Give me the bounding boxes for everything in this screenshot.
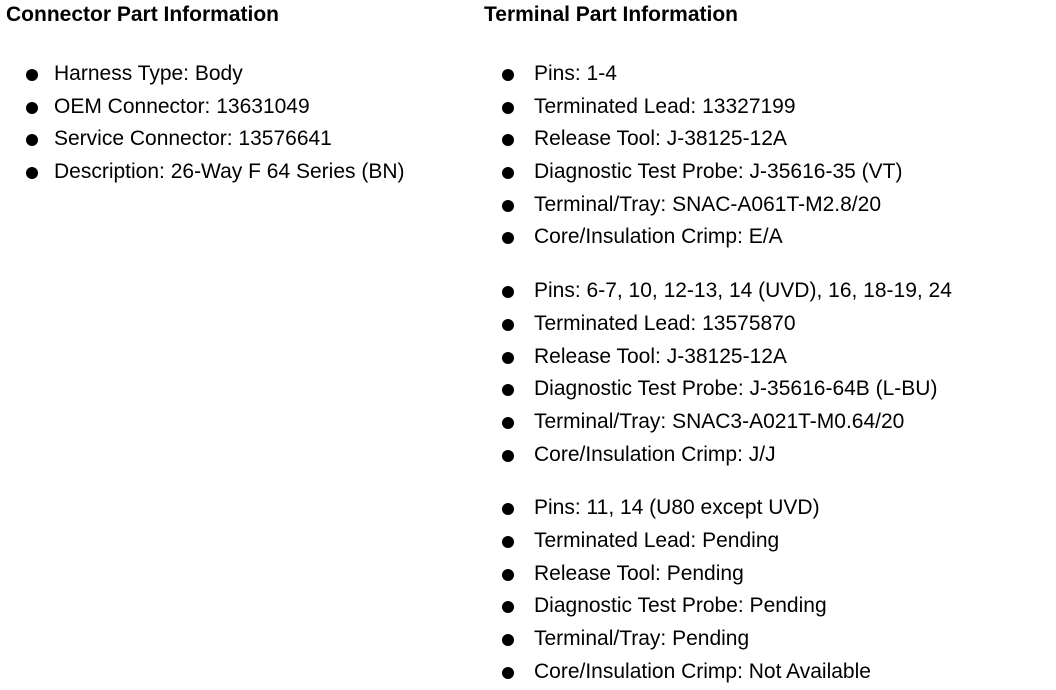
list-item [484, 308, 1054, 341]
list-item-text: Terminated Lead: Pending [534, 528, 780, 552]
list-item-text: Core/Insulation Crimp: Not Available [534, 659, 871, 683]
bullet-icon [502, 167, 514, 179]
list-item [484, 623, 1054, 656]
bullet-icon [502, 286, 514, 298]
bullet-icon [502, 569, 514, 581]
list-item-text: Description: 26-Way F 64 Series (BN) [54, 160, 405, 184]
bullet-icon [26, 69, 38, 81]
list-item [484, 590, 1054, 623]
list-item-text: Harness Type: Body [54, 62, 243, 85]
bullet-icon [26, 102, 38, 114]
list-item [484, 123, 1054, 156]
list-item-text: Core/Insulation Crimp: E/A [534, 225, 783, 249]
list-item [484, 58, 1054, 91]
bullet-icon [502, 450, 514, 462]
terminal-part-info-heading: Terminal Part Information [484, 3, 738, 26]
list-item-text: Diagnostic Test Probe: Pending [534, 594, 827, 618]
list-item [6, 91, 476, 124]
list-item-text: Pins: 6-7, 10, 12-13, 14 (UVD), 16, 18-19, 24 [534, 279, 952, 303]
list-item [484, 373, 1054, 406]
bullet-icon [502, 200, 514, 212]
list-item [484, 558, 1054, 591]
bullet-icon [502, 319, 514, 331]
list-item [484, 439, 1054, 472]
list-item [484, 492, 1054, 525]
terminal-part-info-section [484, 0, 1054, 688]
list-item [6, 156, 476, 189]
list-item [484, 156, 1054, 189]
list-item-text: Release Tool: Pending [534, 561, 744, 585]
list-item-text: Terminal/Tray: SNAC-A061T-M2.8/20 [534, 192, 882, 216]
bullet-icon [502, 384, 514, 396]
terminal-group-2-list [484, 275, 1054, 471]
list-item-text: Release Tool: J-38125-12A [534, 127, 787, 151]
list-item-text: Pins: 11, 14 (U80 except UVD) [534, 496, 820, 520]
bullet-icon [502, 134, 514, 146]
bullet-icon [502, 352, 514, 364]
list-item-text: Pins: 1-4 [534, 62, 617, 85]
bullet-icon [502, 503, 514, 515]
bullet-icon [502, 69, 514, 81]
list-item-text: Release Tool: J-38125-12A [534, 344, 787, 368]
terminal-group-1-list [484, 58, 1054, 254]
bullet-icon [502, 667, 514, 679]
bullet-icon [502, 232, 514, 244]
list-item-text: Terminated Lead: 13327199 [534, 94, 796, 118]
list-item-text: OEM Connector: 13631049 [54, 94, 310, 118]
list-item [484, 406, 1054, 439]
bullet-icon [26, 167, 38, 179]
bullet-icon [502, 536, 514, 548]
list-item-text: Terminal/Tray: SNAC3-A021T-M0.64/20 [534, 409, 905, 433]
connector-info-list [6, 58, 476, 189]
bullet-icon [502, 102, 514, 114]
list-item [484, 189, 1054, 222]
bullet-icon [502, 601, 514, 613]
bullet-icon [502, 417, 514, 429]
list-item-text: Service Connector: 13576641 [54, 127, 332, 151]
list-item [484, 275, 1054, 308]
list-item [484, 341, 1054, 374]
bullet-icon [26, 134, 38, 146]
list-item-text: Core/Insulation Crimp: J/J [534, 442, 776, 466]
list-item [6, 123, 476, 156]
list-item-text: Diagnostic Test Probe: J-35616-64B (L-BU) [534, 377, 938, 401]
list-item [484, 656, 1054, 689]
connector-part-info-section [6, 0, 476, 189]
list-item [6, 58, 476, 91]
bullet-icon [502, 634, 514, 646]
list-item [484, 525, 1054, 558]
connector-part-info-heading: Connector Part Information [6, 3, 280, 26]
list-item-text: Diagnostic Test Probe: J-35616-35 (VT) [534, 160, 903, 184]
list-item-text: Terminated Lead: 13575870 [534, 311, 796, 335]
list-item [484, 221, 1054, 254]
list-item [484, 91, 1054, 124]
list-item-text: Terminal/Tray: Pending [534, 627, 750, 650]
terminal-group-3-list [484, 492, 1054, 688]
